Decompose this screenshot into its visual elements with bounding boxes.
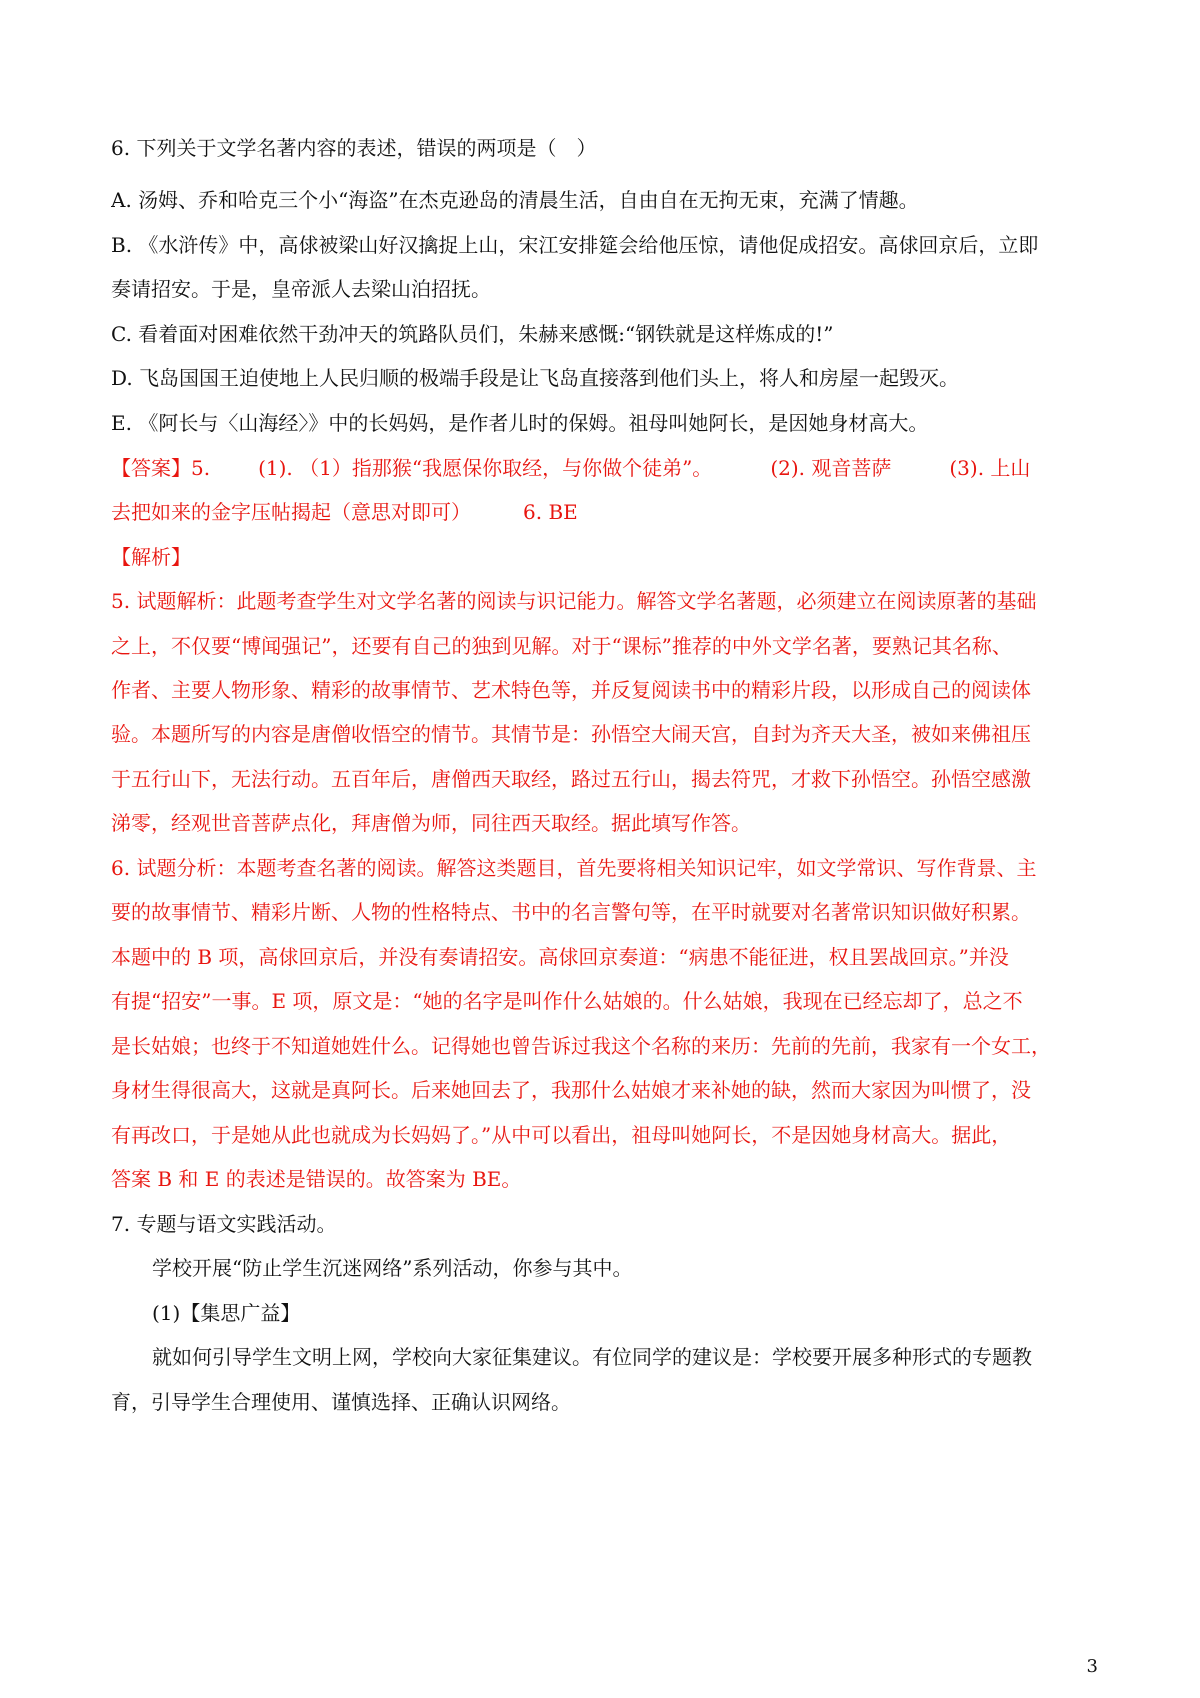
emphasis-char-3: 两 bbox=[476, 136, 497, 160]
emphasis-char-4: 项 bbox=[496, 136, 517, 160]
question-6-stem bbox=[111, 134, 1101, 162]
analysis-5-line: 验。本题所写的内容是唐僧收悟空的情节。其情节是：孙悟空大闹天宫，自封为齐天大圣，被如来佛祖压 bbox=[111, 722, 1031, 746]
answer-line-2 bbox=[111, 498, 1101, 526]
analysis-5-line: 作者、主要人物形象、精彩的故事情节、艺术特色等，并反复阅读书中的精彩片段，以形成自己的阅读体 bbox=[111, 678, 1031, 702]
analysis-6-line: 要的故事情节、精彩片断、人物的性格特点、书中的名言警句等，在平时就要对名著常识知识做好积累。 bbox=[111, 900, 1031, 924]
analysis-6-line: 有提“招安”一事。E 项，原文是：“她的名字是叫作什么姑娘的。什么姑娘，我现在已经忘却了，总之不 bbox=[111, 989, 1023, 1013]
analysis-6-line: 是长姑娘；也终于不知道她姓什么。记得她也曾告诉过我这个名称的来历：先前的先前，我家有一个女工， bbox=[111, 1034, 1051, 1058]
option-b-line-1: B. 《水浒传》中，高俅被梁山好汉擒捉上山，宋江安排筵会给他压惊，请他促成招安。高俅回京后，立即 bbox=[111, 233, 1039, 257]
analysis-5-line: 涕零，经观世音菩萨点化，拜唐僧为师，同往西天取经。据此填写作答。 bbox=[111, 811, 751, 835]
analysis-label: 【解析】 bbox=[111, 545, 191, 569]
question-6-mid: 的 bbox=[456, 136, 477, 160]
answer-label: 【答案】5. bbox=[111, 456, 211, 480]
answer-6: 6. BE bbox=[523, 500, 578, 524]
option-b-line-2: 奏请招安。于是，皇帝派人去梁山泊招抚。 bbox=[111, 277, 491, 301]
option-c: C. 看着面对困难依然干劲冲天的筑路队员们，朱赫来感慨:“钢铁就是这样炼成的!” bbox=[111, 322, 834, 346]
question-6-prefix: 6. 下列关于文学名著内容的表述， bbox=[111, 136, 417, 160]
analysis-5-line: 之上，不仅要“博闻强记”，还要有自己的独到见解。对于“课标”推荐的中外文学名著，要熟记其名称、 bbox=[111, 634, 1012, 658]
analysis-6-line: 6. 试题分析：本题考查名著的阅读。解答这类题目，首先要将相关知识记牢，如文学常识、写作背景、主 bbox=[111, 856, 1037, 880]
page-number: 3 bbox=[1086, 1656, 1098, 1677]
question-6-suffix: 是（ ） bbox=[516, 136, 597, 160]
question-7-title: 7. 专题与语文实践活动。 bbox=[111, 1212, 337, 1236]
analysis-6-line: 身材生得很高大，这就是真阿长。后来她回去了，我那什么姑娘才来补她的缺，然而大家因为叫惯了，没 bbox=[111, 1078, 1031, 1102]
option-d: D. 飞岛国国王迫使地上人民归顺的极端手段是让飞岛直接落到他们头上，将人和房屋一起毁灭。 bbox=[111, 366, 960, 390]
analysis-6-line: 本题中的 B 项，高俅回京后，并没有奏请招安。高俅回京奏道：“病患不能征进，权且罢战回京。”并没 bbox=[111, 945, 1009, 969]
question-7-body-line-1: 就如何引导学生文明上网，学校向大家征集建议。有位同学的建议是：学校要开展多种形式的专题教 bbox=[152, 1345, 1032, 1369]
analysis-6-line: 答案 B 和 E 的表述是错误的。故答案为 BE。 bbox=[111, 1167, 522, 1191]
answer-line-1 bbox=[111, 454, 1101, 482]
answer-5-part-3-cont: 去把如来的金字压帖揭起（意思对即可） bbox=[111, 500, 471, 524]
emphasis-char-1: 错 bbox=[416, 136, 437, 160]
option-e: E. 《阿长与〈山海经〉》中的长妈妈，是作者儿时的保姆。祖母叫她阿长，是因她身材高大。 bbox=[111, 411, 929, 435]
question-7-intro: 学校开展“防止学生沉迷网络”系列活动，你参与其中。 bbox=[152, 1256, 633, 1280]
answer-5-part-2: (2). 观音菩萨 bbox=[770, 456, 892, 480]
emphasis-char-2: 误 bbox=[436, 136, 457, 160]
answer-5-part-1: (1). （1）指那猴“我愿保你取经，与你做个徒弟”。 bbox=[258, 456, 713, 480]
answer-5-part-3: (3). 上山 bbox=[949, 456, 1031, 480]
analysis-6-line: 有再改口，于是她从此也就成为长妈妈了。”从中可以看出，祖母叫她阿长，不是因她身材高大。据此， bbox=[111, 1123, 1012, 1147]
option-a: A. 汤姆、乔和哈克三个小“海盗”在杰克逊岛的清晨生活，自由自在无拘无束，充满了情趣。 bbox=[111, 188, 919, 212]
question-7-sub-1: (1)【集思广益】 bbox=[152, 1301, 301, 1325]
analysis-5-line: 5. 试题解析：此题考查学生对文学名著的阅读与识记能力。解答文学名著题，必须建立在阅读原著的基础 bbox=[111, 589, 1037, 613]
analysis-5-line: 于五行山下，无法行动。五百年后，唐僧西天取经，路过五行山，揭去符咒，才救下孙悟空。孙悟空感激 bbox=[111, 767, 1031, 791]
question-7-body-line-2: 育，引导学生合理使用、谨慎选择、正确认识网络。 bbox=[111, 1390, 571, 1414]
